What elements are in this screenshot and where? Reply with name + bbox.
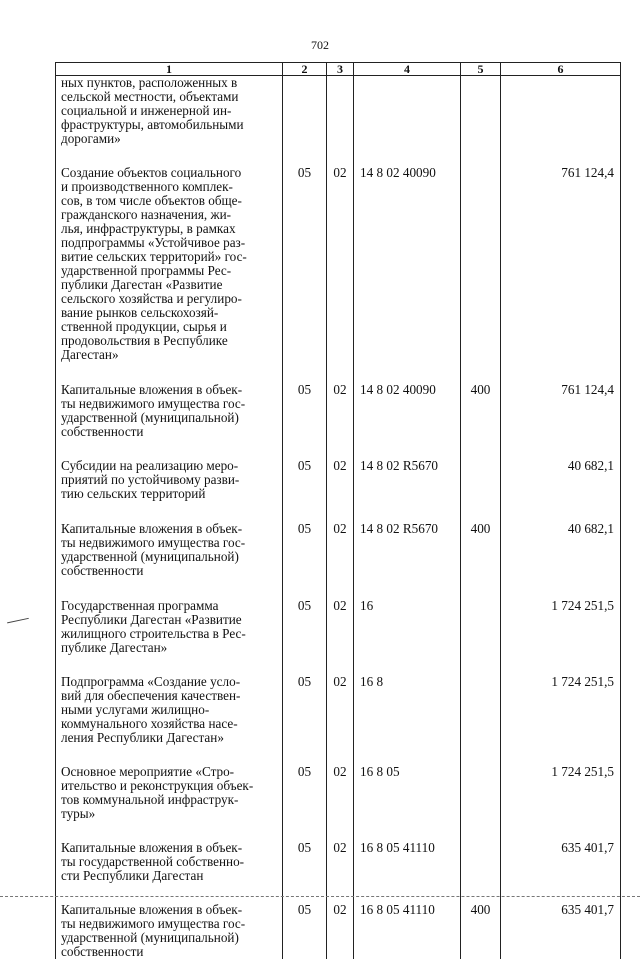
spacer-cell xyxy=(461,821,501,841)
spacer-cell xyxy=(501,821,621,841)
spacer-cell xyxy=(327,745,354,765)
spacer-cell xyxy=(354,821,461,841)
row-amount-cell: 40 682,1 xyxy=(501,522,621,578)
row-name-cell: Подпрограмма «Создание усло- вий для обеспечения качествен- ными услугами жилищно- коммунального хозяйства насе- ления Республики Дагестан» xyxy=(56,675,283,745)
row-spacer xyxy=(56,362,621,383)
table-row xyxy=(56,459,621,501)
table-row xyxy=(56,522,621,578)
margin-pen-mark xyxy=(7,618,31,633)
row-expense-type-cell: 400 xyxy=(461,522,501,578)
row-amount-cell: 1 724 251,5 xyxy=(501,765,621,821)
spacer-cell xyxy=(56,146,283,166)
spacer-cell xyxy=(461,501,501,522)
row-name-cell: Капитальные вложения в объек- ты недвижимого имущества гос- ударственной (муниципальной) собственности xyxy=(56,903,283,959)
header-col-4: 4 xyxy=(354,63,461,76)
row-target-code-cell xyxy=(354,76,461,147)
row-name-cell: ных пунктов, расположенных в сельской местности, объектами социальной и инженерной ин- фраструктуры, автомобильными дорогами» xyxy=(56,76,283,147)
table-row xyxy=(56,76,621,147)
header-col-3: 3 xyxy=(327,63,354,76)
spacer-cell xyxy=(501,655,621,675)
row-section-cell: 05 xyxy=(283,841,327,883)
spacer-cell xyxy=(283,501,327,522)
spacer-cell xyxy=(327,578,354,599)
spacer-cell xyxy=(327,439,354,459)
row-spacer xyxy=(56,745,621,765)
row-expense-type-cell xyxy=(461,675,501,745)
row-expense-type-cell xyxy=(461,459,501,501)
spacer-cell xyxy=(56,501,283,522)
spacer-cell xyxy=(354,745,461,765)
spacer-cell xyxy=(461,655,501,675)
row-spacer xyxy=(56,821,621,841)
spacer-cell xyxy=(56,578,283,599)
row-target-code-cell: 16 8 05 41110 xyxy=(354,841,461,883)
spacer-cell xyxy=(354,146,461,166)
spacer-cell xyxy=(461,745,501,765)
table-row xyxy=(56,599,621,655)
spacer-cell xyxy=(354,439,461,459)
table-row xyxy=(56,765,621,821)
table-row xyxy=(56,675,621,745)
row-expense-type-cell: 400 xyxy=(461,383,501,439)
table-row xyxy=(56,166,621,362)
spacer-cell xyxy=(501,146,621,166)
spacer-cell xyxy=(327,501,354,522)
row-spacer xyxy=(56,578,621,599)
row-name-cell: Создание объектов социального и производственного комплек- сов, в том числе объектов обще- гражданского назначения, жи- лья, инфраструктуры, в рамках подпрограммы «Устойчивое раз- витие сельских территорий» гос- ударственной программы Рес- публики Дагестан «Развитие сельского хозяйства и регулиро- вание рынков сельскохозяй- ственной продукции, сырья и продовольствия в Республике Дагестан» xyxy=(56,166,283,362)
row-target-code-cell: 16 8 xyxy=(354,675,461,745)
header-col-5: 5 xyxy=(461,63,501,76)
row-expense-type-cell xyxy=(461,166,501,362)
row-amount-cell: 761 124,4 xyxy=(501,383,621,439)
spacer-cell xyxy=(501,745,621,765)
row-name-cell: Государственная программа Республики Дагестан «Развитие жилищного строительства в Рес- публике Дагестан» xyxy=(56,599,283,655)
row-subsection-cell: 02 xyxy=(327,841,354,883)
row-spacer xyxy=(56,501,621,522)
spacer-cell xyxy=(354,501,461,522)
spacer-cell xyxy=(501,362,621,383)
spacer-cell xyxy=(461,883,501,903)
row-target-code-cell: 14 8 02 40090 xyxy=(354,166,461,362)
table-body xyxy=(56,76,621,959)
row-amount-cell xyxy=(501,76,621,147)
row-target-code-cell: 16 xyxy=(354,599,461,655)
row-spacer xyxy=(56,655,621,675)
row-target-code-cell: 16 8 05 xyxy=(354,765,461,821)
budget-table xyxy=(55,62,621,959)
spacer-cell xyxy=(283,821,327,841)
row-spacer xyxy=(56,146,621,166)
spacer-cell xyxy=(461,146,501,166)
spacer-cell xyxy=(283,578,327,599)
spacer-cell xyxy=(501,883,621,903)
row-name-cell: Капитальные вложения в объек- ты государственной собственно- сти Республики Дагестан xyxy=(56,841,283,883)
row-spacer xyxy=(56,883,621,903)
row-expense-type-cell xyxy=(461,599,501,655)
row-expense-type-cell xyxy=(461,841,501,883)
row-target-code-cell: 16 8 05 41110 xyxy=(354,903,461,959)
row-subsection-cell: 02 xyxy=(327,599,354,655)
page-bottom-line xyxy=(0,896,640,897)
row-subsection-cell xyxy=(327,76,354,147)
row-section-cell: 05 xyxy=(283,903,327,959)
spacer-cell xyxy=(56,883,283,903)
spacer-cell xyxy=(354,578,461,599)
row-section-cell: 05 xyxy=(283,522,327,578)
spacer-cell xyxy=(327,883,354,903)
row-amount-cell: 761 124,4 xyxy=(501,166,621,362)
spacer-cell xyxy=(354,655,461,675)
spacer-cell xyxy=(501,578,621,599)
spacer-cell xyxy=(461,578,501,599)
spacer-cell xyxy=(56,362,283,383)
row-section-cell: 05 xyxy=(283,599,327,655)
row-subsection-cell: 02 xyxy=(327,675,354,745)
row-target-code-cell: 14 8 02 R5670 xyxy=(354,459,461,501)
table-row xyxy=(56,383,621,439)
row-section-cell: 05 xyxy=(283,459,327,501)
spacer-cell xyxy=(283,745,327,765)
table-row xyxy=(56,903,621,959)
row-name-cell: Капитальные вложения в объек- ты недвижимого имущества гос- ударственной (муниципальной) собственности xyxy=(56,383,283,439)
spacer-cell xyxy=(56,439,283,459)
row-section-cell: 05 xyxy=(283,383,327,439)
row-expense-type-cell: 400 xyxy=(461,903,501,959)
spacer-cell xyxy=(461,439,501,459)
spacer-cell xyxy=(283,362,327,383)
spacer-cell xyxy=(327,362,354,383)
row-name-cell: Капитальные вложения в объек- ты недвижимого имущества гос- ударственной (муниципальной) собственности xyxy=(56,522,283,578)
row-expense-type-cell xyxy=(461,76,501,147)
row-amount-cell: 1 724 251,5 xyxy=(501,599,621,655)
header-col-2: 2 xyxy=(283,63,327,76)
spacer-cell xyxy=(354,362,461,383)
spacer-cell xyxy=(501,501,621,522)
row-amount-cell: 40 682,1 xyxy=(501,459,621,501)
spacer-cell xyxy=(283,439,327,459)
row-section-cell xyxy=(283,76,327,147)
row-subsection-cell: 02 xyxy=(327,765,354,821)
row-amount-cell: 635 401,7 xyxy=(501,841,621,883)
row-expense-type-cell xyxy=(461,765,501,821)
spacer-cell xyxy=(283,883,327,903)
spacer-cell xyxy=(327,146,354,166)
spacer-cell xyxy=(501,439,621,459)
row-name-cell: Субсидии на реализацию меро- приятий по устойчивому разви- тию сельских территорий xyxy=(56,459,283,501)
page-number: 702 xyxy=(0,38,640,53)
row-subsection-cell: 02 xyxy=(327,903,354,959)
table-header-row xyxy=(56,63,621,76)
row-amount-cell: 635 401,7 xyxy=(501,903,621,959)
table-row xyxy=(56,841,621,883)
row-amount-cell: 1 724 251,5 xyxy=(501,675,621,745)
spacer-cell xyxy=(56,821,283,841)
row-subsection-cell: 02 xyxy=(327,459,354,501)
row-target-code-cell: 14 8 02 40090 xyxy=(354,383,461,439)
header-col-6: 6 xyxy=(501,63,621,76)
row-spacer xyxy=(56,439,621,459)
spacer-cell xyxy=(56,655,283,675)
row-section-cell: 05 xyxy=(283,675,327,745)
spacer-cell xyxy=(327,821,354,841)
spacer-cell xyxy=(461,362,501,383)
row-subsection-cell: 02 xyxy=(327,383,354,439)
row-name-cell: Основное мероприятие «Стро- ительство и реконструкция объек- тов коммунальной инфраструк- туры» xyxy=(56,765,283,821)
spacer-cell xyxy=(283,655,327,675)
spacer-cell xyxy=(56,745,283,765)
spacer-cell xyxy=(327,655,354,675)
spacer-cell xyxy=(354,883,461,903)
spacer-cell xyxy=(283,146,327,166)
row-section-cell: 05 xyxy=(283,166,327,362)
row-subsection-cell: 02 xyxy=(327,166,354,362)
row-section-cell: 05 xyxy=(283,765,327,821)
row-target-code-cell: 14 8 02 R5670 xyxy=(354,522,461,578)
header-col-1: 1 xyxy=(56,63,283,76)
row-subsection-cell: 02 xyxy=(327,522,354,578)
